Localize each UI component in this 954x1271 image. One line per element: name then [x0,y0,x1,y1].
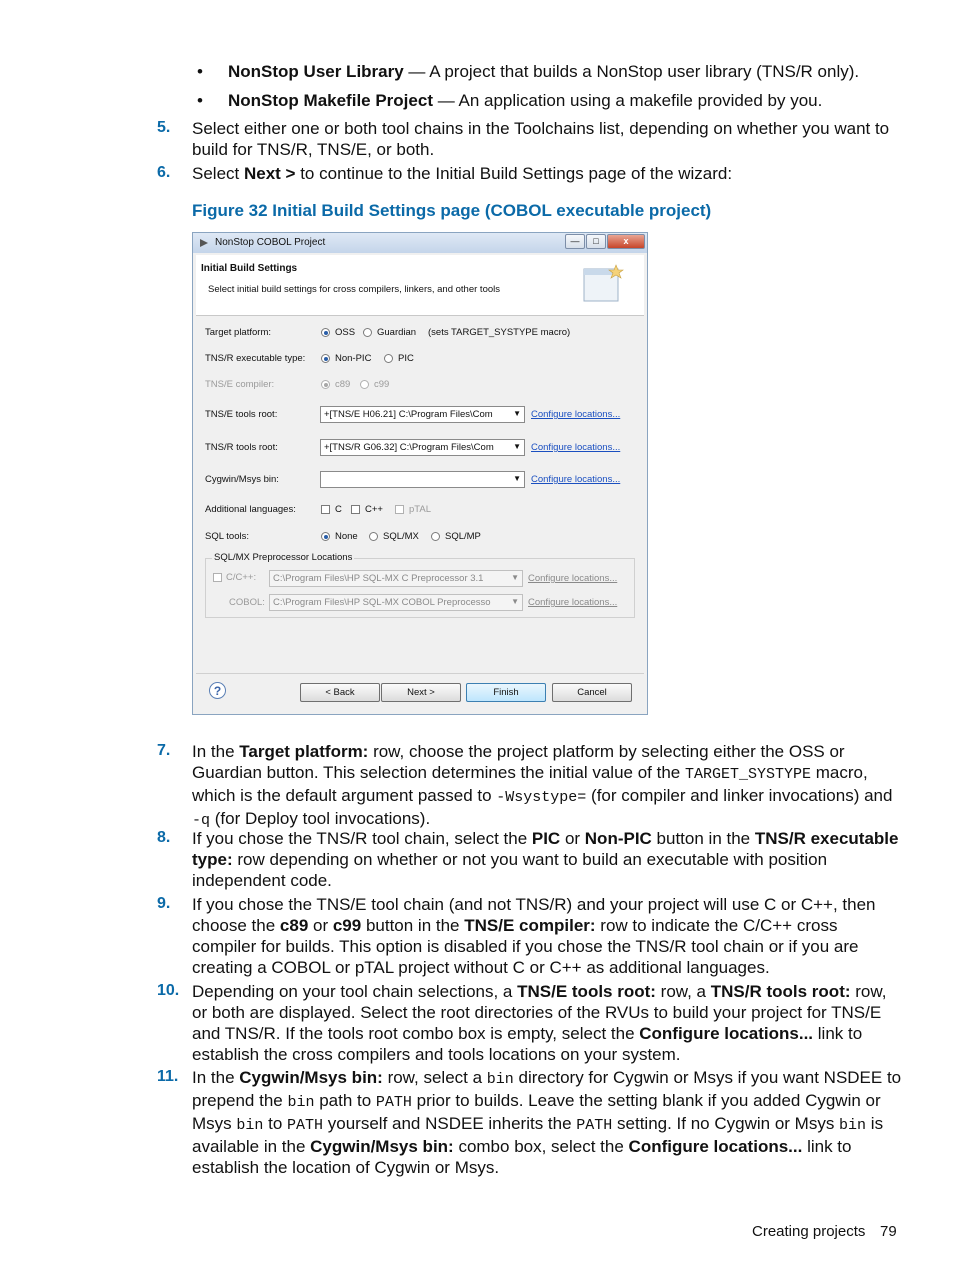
sqlmx-cobol-configure-link[interactable]: Configure locations... [528,597,618,608]
step-text: link to establish the cross compilers and tools locations on your system. [192,1024,863,1064]
step-bold: TNS/E tools root: [517,982,656,1001]
step-text: button in the [651,829,755,848]
cygwin-combo[interactable] [320,471,525,488]
step-text: yourself and NSDEE inherits the [323,1114,577,1133]
tnsr-root-value: +[TNS/R G06.32] C:\Program Files\Com [324,442,494,453]
cancel-button[interactable]: Cancel [552,683,632,702]
step-bold: TNS/E compiler: [464,916,596,935]
bullet-marker: • [197,62,203,81]
step-text: In the [192,742,240,761]
page-description: Select initial build settings for cross compilers, linkers, and other tools [208,284,500,295]
step-text: link to establish the location of Cygwin or Msys. [192,1137,852,1177]
step-text: row depending on whether or not you want to build an executable with position independent code. [192,850,828,890]
step-bold: Cygwin/Msys bin: [239,1068,383,1087]
radio-c89[interactable] [321,380,330,389]
step-text: row, select a [382,1068,487,1087]
step-text: row, a [655,982,711,1001]
tnsr-root-label: TNS/R tools root: [205,442,278,453]
step-text: In the [192,1068,240,1087]
bullet-marker: • [197,91,203,110]
page-title: Initial Build Settings [201,263,298,274]
radio-c89-label: c89 [335,379,351,390]
step-text: If you chose the TNS/R tool chain, select the [192,829,532,848]
cygwin-label: Cygwin/Msys bin: [205,474,279,485]
chevron-down-icon: ▼ [511,597,519,606]
step-number: 5. [157,119,171,136]
tnse-root-label: TNS/E tools root: [205,409,278,420]
step-text: (for compiler and linker invocations) and [586,786,893,805]
help-icon[interactable]: ? [209,682,226,699]
step-text: or [560,829,585,848]
step-text: to [263,1114,288,1133]
checkbox-c[interactable] [321,505,330,514]
footer-separator [196,673,644,674]
step-7-text [192,741,902,831]
step-code: bin [287,1094,315,1111]
step-code: PATH [375,1094,412,1111]
languages-label: Additional languages: [205,504,296,515]
step-bold: Cygwin/Msys bin: [310,1137,454,1156]
step-code: bin [236,1117,264,1134]
sqlmx-c-label: C/C++: [226,572,257,583]
step-bold: Non-PIC [584,829,652,848]
step-code: bin [486,1071,514,1088]
step-text: row to indicate the C/C++ cross compiler for builds. This option is disabled if you chose the TNS/R tool chain or if you are creating a COBOL or pTAL project without C or C++ as additional languages. [192,916,859,977]
chevron-down-icon: ▼ [511,573,519,582]
chevron-down-icon: ▼ [513,409,521,418]
radio-guardian-label: Guardian [377,327,417,338]
step-code: bin [839,1117,867,1134]
tnse-compiler-label: TNS/E compiler: [205,379,275,390]
step-code: -q [192,812,211,829]
step-number: 11. [157,1068,179,1085]
step-6-text [192,163,902,184]
step-text: button in the [361,916,465,935]
radio-sqlmp-label: SQL/MP [445,531,481,542]
radio-sqlmp[interactable] [431,532,440,541]
checkbox-ptal[interactable] [395,505,404,514]
tnsr-type-label: TNS/R executable type: [205,353,306,364]
checkbox-sqlmx-c[interactable] [213,573,222,582]
step-text: combo box, select the [453,1137,629,1156]
minimize-button[interactable]: — [565,234,585,249]
sqlmx-c-combo[interactable] [269,570,523,587]
bullet-term: NonStop User Library [228,62,404,81]
target-systype-note: (sets TARGET_SYSTYPE macro) [428,327,571,338]
step-text: macro, which is the default argument passed to [192,763,868,805]
step-code: PATH [576,1117,613,1134]
step-text: prior to builds. Leave the setting blank if you added Cygwin or Msys [192,1091,881,1133]
target-platform-label: Target platform: [205,327,271,338]
sqlmx-cobol-label: COBOL: [229,597,265,608]
step-text: path to [314,1091,376,1110]
radio-c99-label: c99 [374,379,390,390]
wizard-banner-icon [582,263,626,305]
cygwin-configure-link[interactable]: Configure locations... [531,474,621,485]
group-title: SQL/MX Preprocessor Locations [214,552,353,563]
back-button[interactable]: < Back [300,683,380,702]
step-11-text [192,1067,902,1178]
step-bold: Configure locations... [639,1024,814,1043]
radio-non-pic-label: Non-PIC [335,353,372,364]
step-10-text [192,981,902,1065]
bullet-makefile-project [228,90,908,111]
radio-guardian[interactable] [363,328,372,337]
step-number: 9. [157,895,171,912]
radio-oss[interactable] [321,328,330,337]
radio-sqlmx[interactable] [369,532,378,541]
tnse-configure-link[interactable]: Configure locations... [531,409,621,420]
step-text: to continue to the Initial Build Settings page of the wizard: [295,164,733,183]
step-bold: c89 [279,916,309,935]
radio-pic[interactable] [384,354,393,363]
step-text: Depending on your tool chain selections, a [192,982,518,1001]
step-code: -Wsystype= [496,789,587,806]
maximize-button[interactable]: □ [586,234,606,249]
step-5-text: Select either one or both tool chains in the Toolchains list, depending on whether you want to build for TNS/R, TNS/E, or both. [192,119,890,159]
bullet-user-library [228,61,908,82]
step-text: Select [192,164,244,183]
step-bold: PIC [531,829,561,848]
step-text: setting. If no Cygwin or Msys [612,1114,840,1133]
page-number: 79 [880,1223,897,1240]
tnse-root-value: +[TNS/E H06.21] C:\Program Files\Com [324,409,493,420]
window-titlebar [193,233,647,253]
step-text: or [308,916,333,935]
bullet-term: NonStop Makefile Project [228,91,433,110]
sqlmx-cobol-value: C:\Program Files\HP SQL-MX COBOL Preprocesso [273,597,491,608]
figure-title: Figure 32 Initial Build Settings page (COBOL executable project) [192,201,712,220]
tnse-root-combo[interactable] [320,406,525,423]
close-button[interactable]: x [607,234,645,249]
chevron-down-icon: ▼ [513,442,521,451]
step-text: directory for Cygwin or Msys if you want NSDEE to prepend the [192,1068,902,1110]
wizard-dialog [192,232,648,715]
sqlmx-c-value: C:\Program Files\HP SQL-MX C Preprocessor 3.1 [273,573,484,584]
radio-sql-none-label: None [335,531,358,542]
finish-button[interactable]: Finish [466,683,546,702]
step-number: 6. [157,164,171,181]
radio-sql-none[interactable] [321,532,330,541]
radio-pic-label: PIC [398,353,414,364]
step-9-text [192,894,902,978]
bullet-text: — A project that builds a NonStop user library (TNS/R only). [403,62,860,81]
step-bold: c99 [332,916,362,935]
step-text: (for Deploy tool invocations). [210,809,431,828]
step-bold: Configure locations... [628,1137,803,1156]
radio-sqlmx-label: SQL/MX [383,531,419,542]
radio-non-pic[interactable] [321,354,330,363]
sqlmx-cobol-combo[interactable] [269,594,523,611]
step-text: is available in the [192,1114,884,1156]
next-button[interactable]: Next > [381,683,461,702]
sql-tools-label: SQL tools: [205,531,250,542]
window-title: NonStop COBOL Project [215,237,326,248]
step-bold: Next > [243,164,296,183]
radio-oss-label: OSS [335,327,356,338]
checkbox-cpp[interactable] [351,505,360,514]
step-code: PATH [287,1117,324,1134]
checkbox-c-label: C [335,504,342,515]
tnsr-root-combo[interactable] [320,439,525,456]
bullet-text: — An application using a makefile provided by you. [432,91,823,110]
step-code: TARGET_SYSTYPE [684,766,812,783]
radio-c99[interactable] [360,380,369,389]
step-text: row, or both are displayed. Select the root directories of the RVUs to build your project for TNS/E and TNS/R. If the tools root combo box is empty, select the [192,982,887,1043]
step-number: 7. [157,742,171,759]
step-text: row, choose the project platform by selecting either the OSS or Guardian button. This selection determines the initial value of the [192,742,845,782]
step-number: 8. [157,829,171,846]
wizard-header [196,255,644,316]
step-bold: Target platform: [239,742,369,761]
step-bold: TNS/R tools root: [710,982,851,1001]
footer-section: Creating projects [752,1223,866,1240]
chevron-down-icon: ▼ [513,474,521,483]
checkbox-ptal-label: pTAL [409,504,432,515]
step-8-text [192,828,902,891]
step-number: 10. [157,982,180,999]
step-text: If you chose the TNS/E tool chain (and not TNS/R) and your project will use C or C++, then choose the [192,895,876,935]
tnsr-configure-link[interactable]: Configure locations... [531,442,621,453]
checkbox-cpp-label: C++ [365,504,383,515]
step-bold: TNS/R executable type: [192,829,899,869]
app-icon [199,238,209,248]
sqlmx-c-configure-link[interactable]: Configure locations... [528,573,618,584]
